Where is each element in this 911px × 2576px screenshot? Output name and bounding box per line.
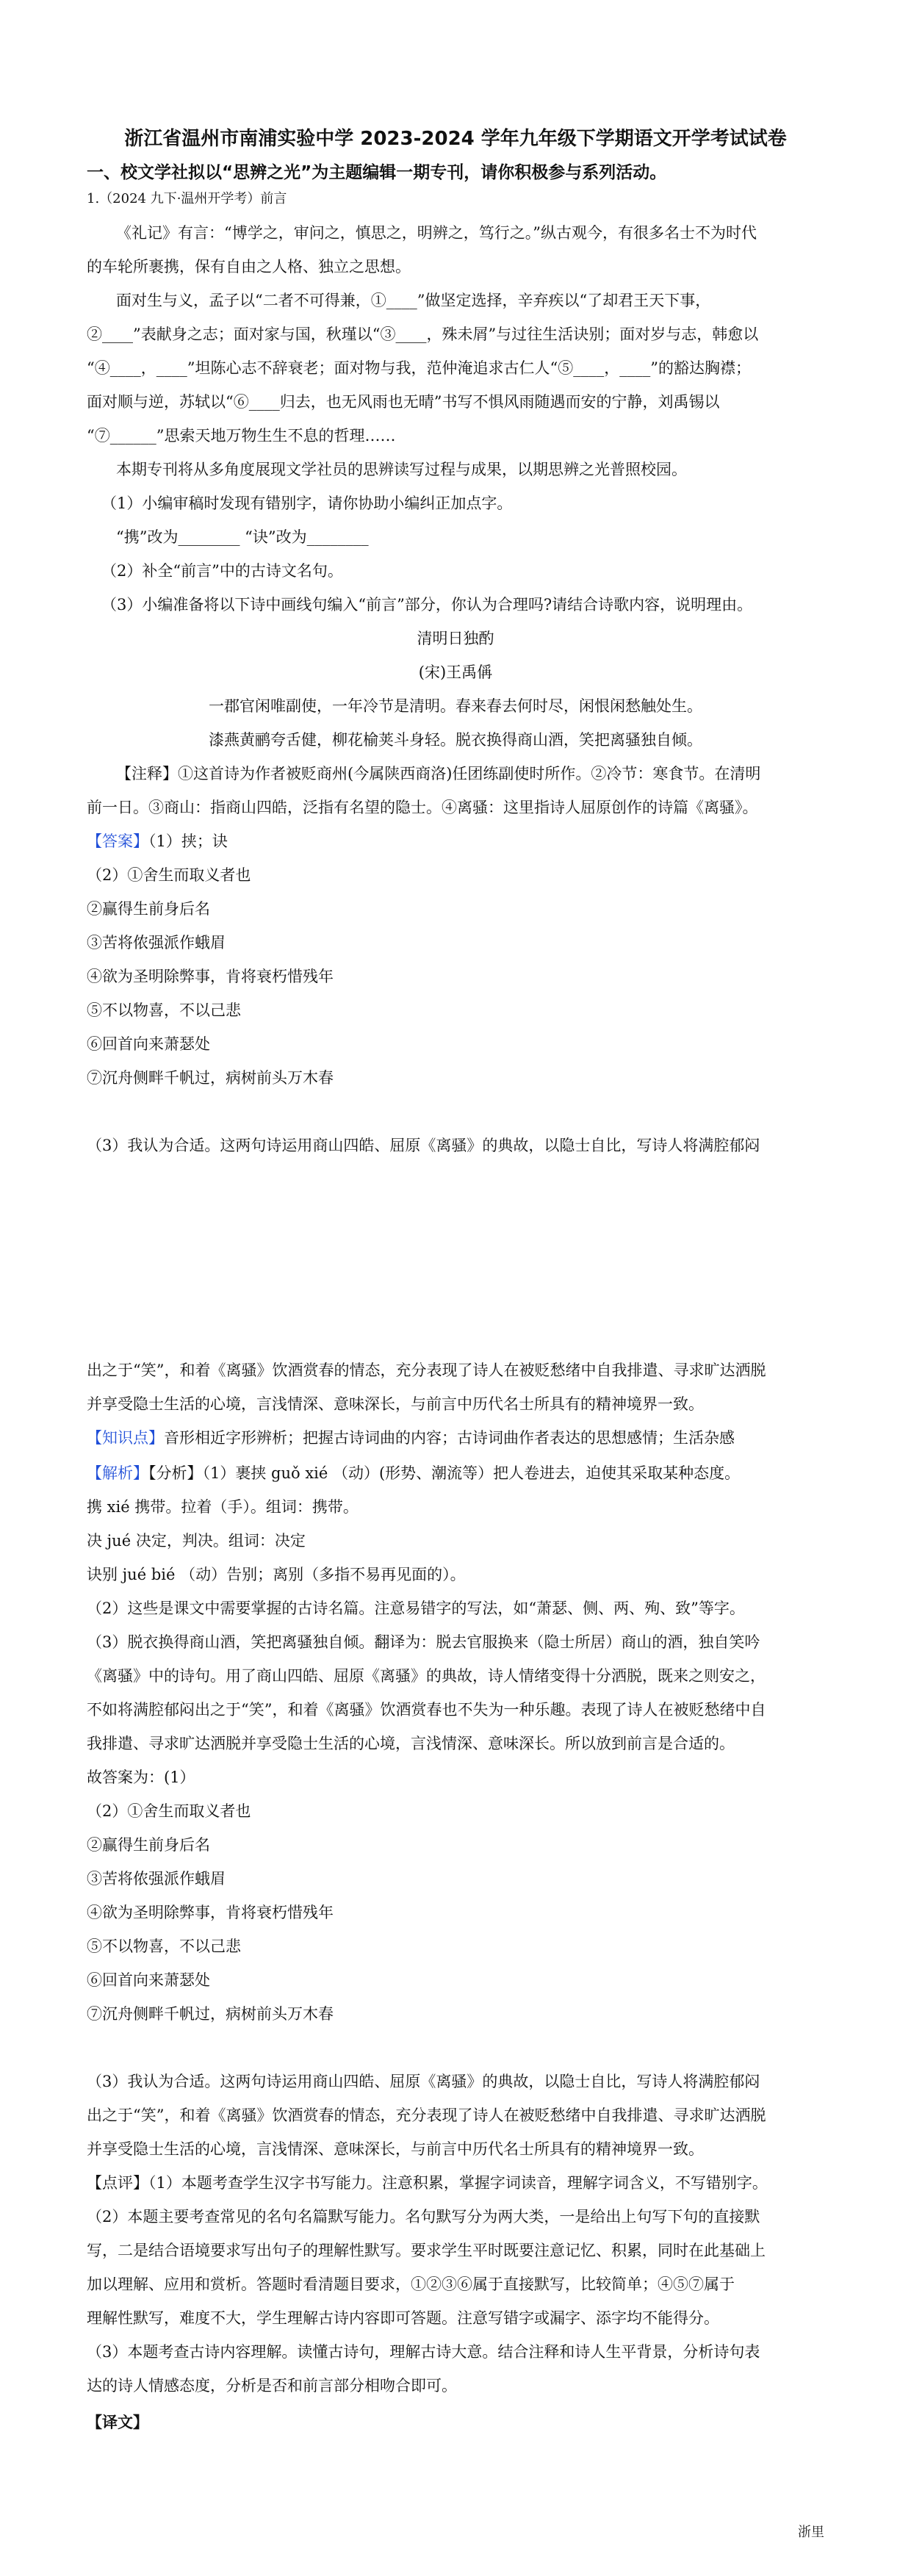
analysis-sub3: 并享受隐士生活的心境，言浅情深、意味深长，与前言中历代名士所具有的精神境界一致。 [87, 2140, 704, 2158]
preface-line: “④____，____”坦陈心志不辞衰老；面对物与我，范仲淹追求古仁人“⑤____，____”的豁达胸襟； [87, 359, 751, 377]
preface-line: 《礼记》有言：“博学之，审问之，慎思之，明辨之，笃行之。”纵古观今，有很多名士不为时代 [116, 224, 757, 242]
sub-question-3: （3）小编准备将以下诗中画线句编入“前言”部分，你认为合理吗?请结合诗歌内容，说明理由。 [101, 596, 753, 614]
answer-sub3-cont: 并享受隐士生活的心境，言浅情深、意味深长，与前言中历代名士所具有的精神境界一致。 [87, 1395, 704, 1413]
answer-sub2-head: （2）①舍生而取义者也 [87, 866, 251, 884]
analysis-line: 携 xié 携带。拉着（手）。组词：携带。 [87, 1498, 359, 1516]
comment-line: 理解性默写，难度不大，学生理解古诗内容即可答题。注意写错字或漏字、添字均不能得分。 [87, 2309, 719, 2327]
answer-sub3-cont: 出之于“笑”，和着《离骚》饮酒赏春的情态，充分表现了诗人在被贬愁绪中自我排遣、寻求旷达洒脱 [87, 1361, 766, 1379]
preface-line: ②____”表献身之志；面对家与国，秋瑾以“③____，殊未屑”与过往生活诀别；面对岁与志，韩愈以 [87, 325, 759, 343]
page-footer: 浙里 [798, 2525, 824, 2540]
analysis-sub2-head: （2）①舍生而取义者也 [87, 1802, 251, 1820]
comment-line: 【点评】（1）本题考查学生汉字书写能力。注意积累，掌握字词读音，理解字词含义，不写错别字。 [87, 2174, 768, 2192]
answer-item: ②赢得生前身后名 [87, 900, 210, 918]
poem-notes-line: 【注释】①这首诗为作者被贬商州(今属陕西商洛)任团练副使时所作。②冷节：寒食节。在清明 [116, 765, 761, 782]
sub-question-2: （2）补全“前言”中的古诗文名句。 [101, 562, 343, 580]
answer-line: 【答案】（1）挟；诀 [87, 832, 228, 850]
analysis-sub3: （3）我认为合适。这两句诗运用商山四皓、屈原《离骚》的典故，以隐士自比，写诗人将满腔郁闷 [87, 2073, 760, 2090]
analysis-line: （3）脱衣换得商山酒，笑把离骚独自倾。翻译为：脱去官服换来（隐士所居）商山的酒，独自笑吟 [87, 1633, 760, 1651]
translation-label: 【译文】 [87, 2413, 148, 2431]
answer-sub3-start: （3）我认为合适。这两句诗运用商山四皓、屈原《离骚》的典故，以隐士自比，写诗人将满腔郁闷 [87, 1137, 760, 1154]
preface-line: 面对顺与逆，苏轼以“⑥____归去，也无风雨也无晴”书写不惧风雨随遇而安的宁静，刘禹锡以 [87, 393, 720, 411]
section-heading: 一、校文学社拟以“思辨之光”为主题编辑一期专刊，请你积极参与系列活动。 [87, 163, 667, 182]
analysis-item: ③苦将侬强派作蛾眉 [87, 1870, 226, 1888]
analysis-label: 【解析】 [87, 1464, 148, 1482]
poem-author: (宋)王禹偁 [418, 663, 493, 681]
answer-item: ⑤不以物喜，不以己悲 [87, 1001, 241, 1019]
sub-question-1-blanks: “携”改为________ “诀”改为________ [116, 528, 369, 546]
analysis-item: ⑦沉舟侧畔千帆过，病树前头万木春 [87, 2005, 334, 2023]
answer-item: ③苦将侬强派作蛾眉 [87, 934, 226, 951]
question-source: 1.（2024 九下·温州开学考）前言 [87, 191, 287, 206]
analysis-item: ⑤不以物喜，不以己悲 [87, 1938, 241, 1955]
exam-title: 浙江省温州市南浦实验中学 2023-2024 学年九年级下学期语文开学考试试卷 [124, 128, 787, 150]
analysis-item: ②赢得生前身后名 [87, 1836, 210, 1854]
preface-line: “⑦______”思索天地万物生生不息的哲理…… [87, 427, 396, 445]
answer-item: ⑦沉舟侧畔千帆过，病树前头万木春 [87, 1069, 334, 1087]
comment-line: （3）本题考查古诗内容理解。读懂古诗句，理解古诗大意。结合注释和诗人生平背景，分析诗句表 [87, 2343, 760, 2361]
preface-line: 本期专刊将从多角度展现文学社员的思辨读写过程与成果，以期思辨之光普照校园。 [116, 461, 687, 478]
poem-title: 清明日独酌 [417, 630, 494, 647]
sub-question-1: （1）小编审稿时发现有错别字，请你协助小编纠正加点字。 [101, 494, 513, 512]
analysis-line: 故答案为：(1） [87, 1769, 195, 1786]
comment-line: 达的诗人情感态度，分析是否和前言部分相吻合即可。 [87, 2377, 457, 2395]
answer-item: ⑥回首向来萧瑟处 [87, 1035, 210, 1053]
analysis-item: ④欲为圣明除弊事，肯将衰朽惜残年 [87, 1904, 334, 1921]
knowledge-points: 【知识点】音形相近字形辨析；把握古诗词曲的内容；古诗词曲作者表达的思想感情；生活杂感 [87, 1429, 735, 1447]
knowledge-label: 【知识点】 [87, 1429, 164, 1447]
analysis-line: 决 jué 决定，判决。组词：决定 [87, 1532, 306, 1550]
poem-line: 一郡官闲唯副使，一年冷节是清明。春来春去何时尽，闲恨闲愁触处生。 [209, 697, 702, 715]
preface-line: 的车轮所裹携，保有自由之人格、独立之思想。 [87, 258, 411, 276]
comment-line: 写，二是结合语境要求写出句子的理解性默写。要求学生平时既要注意记忆、积累，同时在此基础上 [87, 2242, 766, 2259]
analysis-sub3: 出之于“笑”，和着《离骚》饮酒赏春的情态，充分表现了诗人在被贬愁绪中自我排遣、寻求旷达洒脱 [87, 2107, 766, 2124]
analysis-first-line: 【解析】【分析】（1）裹挟 guǒ xié （动）(形势、潮流等）把人卷进去，迫使其采取某种态度。 [87, 1464, 741, 1482]
comment-line: 加以理解、应用和赏析。答题时看清题目要求，①②③⑥属于直接默写，比较简单；④⑤⑦属于 [87, 2275, 735, 2293]
answer-item: ④欲为圣明除弊事，肯将衰朽惜残年 [87, 968, 334, 985]
answer-label: 【答案】 [87, 832, 148, 850]
poem-notes-line: 前一日。③商山：指商山四皓，泛指有名望的隐士。④离骚：这里指诗人屈原创作的诗篇《离骚》。 [87, 799, 758, 816]
analysis-line: （2）这些是课文中需要掌握的古诗名篇。注意易错字的写法，如“萧瑟、侧、两、殉、致”等字。 [87, 1600, 745, 1617]
analysis-line: 不如将满腔郁闷出之于“笑”，和着《离骚》饮酒赏春也不失为一种乐趣。表现了诗人在被贬愁绪中自 [87, 1701, 766, 1719]
analysis-line: 我排遣、寻求旷达洒脱并享受隐士生活的心境，言浅情深、意味深长。所以放到前言是合适的。 [87, 1735, 735, 1752]
comment-line: （2）本题主要考查常见的名句名篇默写能力。名句默写分为两大类，一是给出上句写下句的直接默 [87, 2208, 760, 2226]
analysis-line: 诀别 jué bié （动）告别；离别（多指不易再见面的）。 [87, 1566, 466, 1583]
analysis-item: ⑥回首向来萧瑟处 [87, 1971, 210, 1989]
analysis-line: 《离骚》中的诗句。用了商山四皓、屈原《离骚》的典故，诗人情绪变得十分洒脱，既来之则安之， [87, 1667, 766, 1685]
poem-line: 漆燕黄鹂夸舌健，柳花榆荚斗身轻。脱衣换得商山酒，笑把离骚独自倾。 [209, 731, 702, 749]
preface-line: 面对生与义，孟子以“二者不可得兼，①____”做坚定选择，辛弃疾以“了却君王天下事， [116, 292, 711, 309]
